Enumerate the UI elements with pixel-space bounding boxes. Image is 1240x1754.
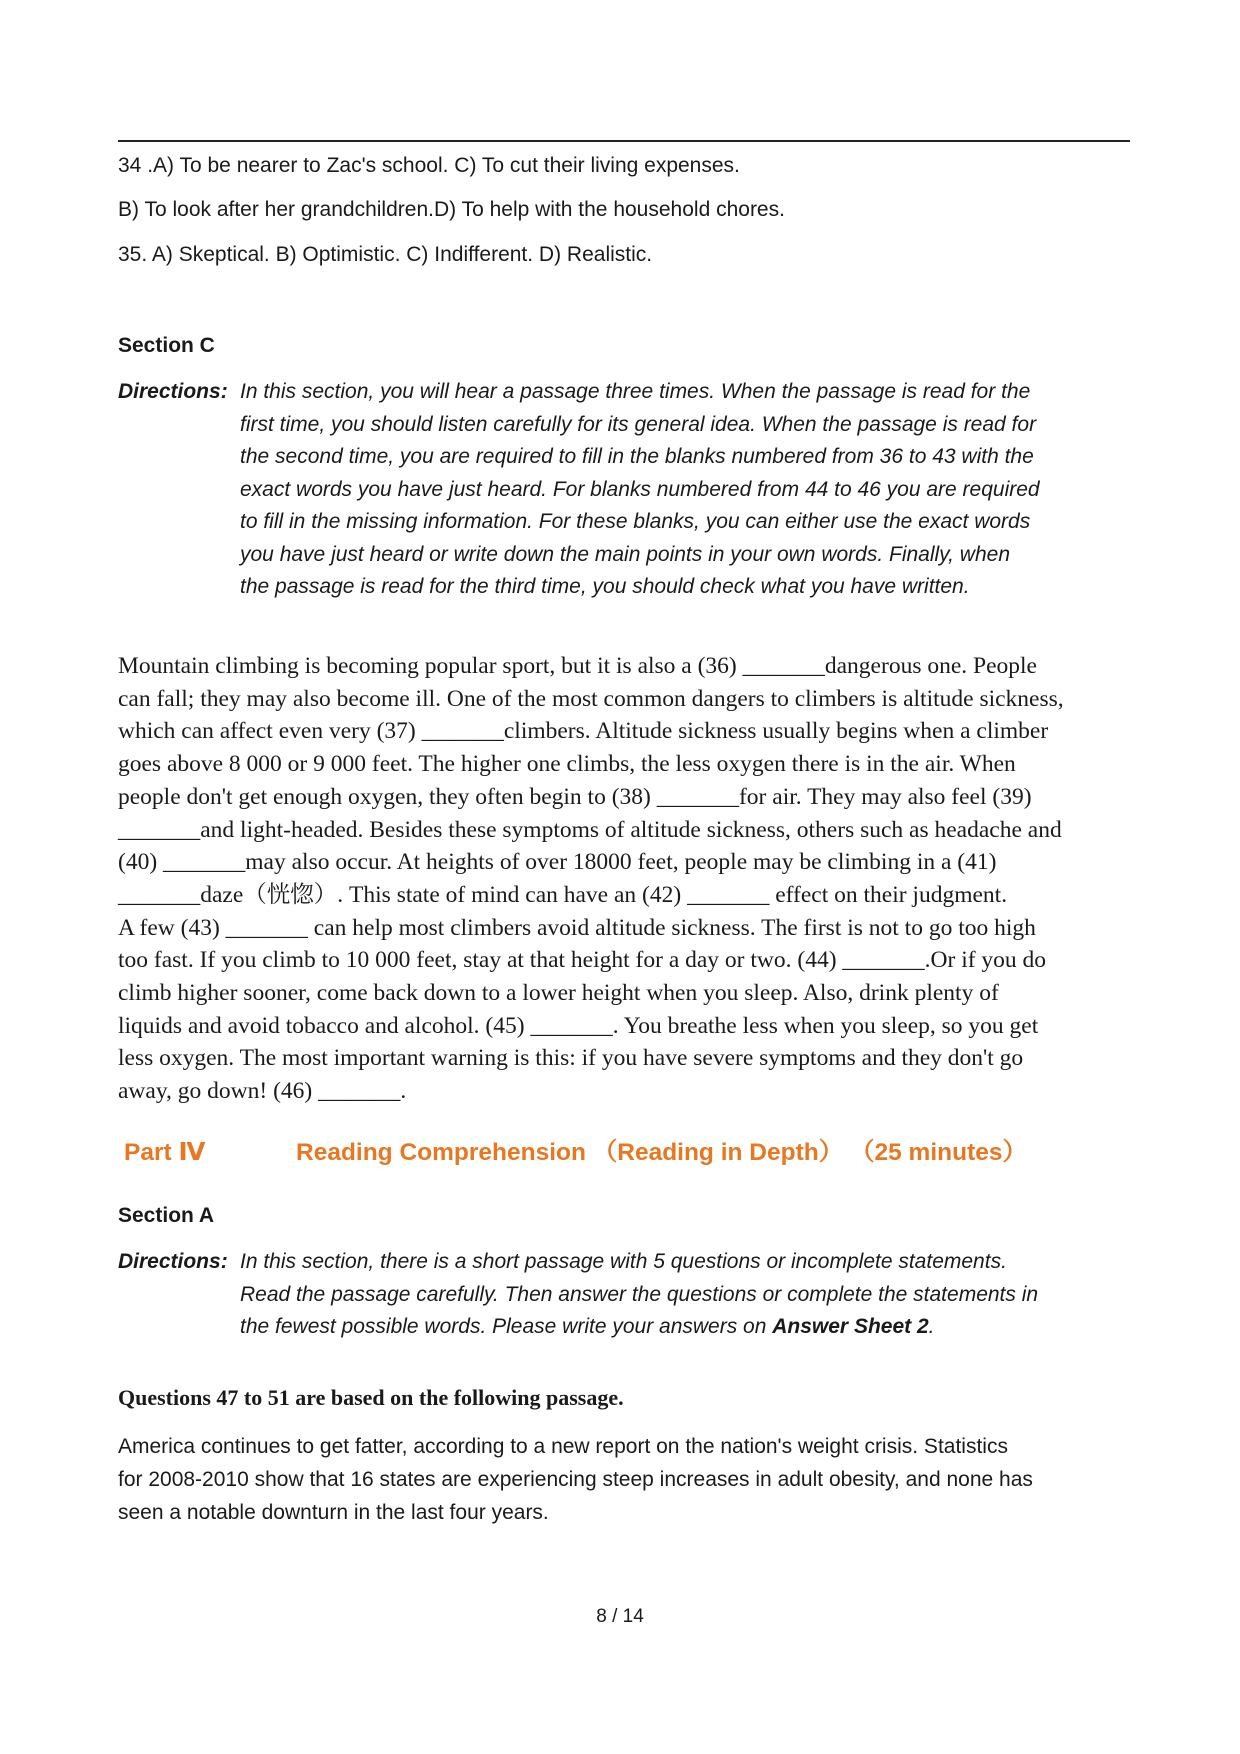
reading-line: for 2008-2010 show that 16 states are experiencing steep increases in adult obesity, and none has [118, 1468, 1033, 1491]
directions-line-last [240, 1311, 1130, 1344]
directions-line: you have just heard or write down the main points in your own words. Finally, when [240, 542, 1010, 566]
passage-line: which can affect even very (37) _______climbers. Altitude sickness usually begins when a climber [118, 718, 1049, 745]
directions-label: Directions: [118, 1250, 228, 1273]
directions-line: Read the passage carefully. Then answer the questions or complete the statements in [240, 1282, 1039, 1306]
passage-line: liquids and avoid tobacco and alcohol. (45) _______. You breathe less when you sleep, so you get [118, 1012, 1039, 1039]
option-line-34-bd: B) To look after her grandchildren.D) To help with the household chores. [118, 198, 785, 221]
directions-label: Directions: [118, 380, 228, 403]
questions-heading: Questions 47 to 51 are based on the following passage. [118, 1385, 624, 1410]
section-a-directions [118, 1246, 1130, 1346]
top-rule [118, 140, 1130, 142]
directions-line: first time, you should listen carefully for its general idea. When the passage is read for [240, 412, 1037, 436]
passage-line: _______and light-headed. Besides these symptoms of altitude sickness, others such as headache and [118, 816, 1062, 843]
reading-passage [118, 1430, 1138, 1529]
directions-line: exact words you have just heard. For blanks numbered from 44 to 46 you are required [240, 477, 1040, 501]
option-line-35: 35. A) Skeptical. B) Optimistic. C) Indifferent. D) Realistic. [118, 243, 653, 266]
passage-line: less oxygen. The most important warning is this: if you have severe symptoms and they don't go [118, 1045, 1024, 1072]
directions-line: the second time, you are required to fill in the blanks numbered from 36 to 43 with the [240, 445, 1034, 468]
passage-line: climb higher sooner, come back down to a lower height when you sleep. Also, drink plenty of [118, 980, 999, 1007]
directions-line: In this section, there is a short passage with 5 questions or incomplete statements. [240, 1250, 1007, 1273]
part-4-label: Part Ⅳ [124, 1139, 206, 1166]
passage-line: (40) _______may also occur. At heights of over 18000 feet, people may be climbing in a (41) [118, 849, 997, 876]
passage-line: Mountain climbing is becoming popular sport, but it is also a (36) _______dangerous one. People [118, 653, 1037, 679]
page-number: 8 / 14 [596, 1606, 644, 1627]
passage-line: too fast. If you climb to 10 000 feet, stay at that height for a day or two. (44) _______.Or if you do [118, 947, 1047, 974]
passage-line: away, go down! (46) _______. [118, 1078, 407, 1105]
directions-line: to fill in the missing information. For these blanks, you can either use the exact words [240, 510, 1031, 533]
directions-last-text: the fewest possible words. Please write your answers on [240, 1315, 773, 1338]
directions-line: In this section, you will hear a passage three times. When the passage is read for the [240, 380, 1031, 403]
directions-text [240, 1246, 1130, 1344]
option-line-34-ac: 34 .A) To be nearer to Zac's school. C) To cut their living expenses. [118, 154, 740, 177]
answer-sheet-reference: Answer Sheet 2 [772, 1315, 929, 1338]
section-c-directions [118, 376, 1130, 606]
directions-text [240, 376, 1130, 604]
reading-line: seen a notable downturn in the last four years. [118, 1501, 549, 1524]
part-4-title: Reading Comprehension （Reading in Depth） （25 minutes） [296, 1139, 1027, 1166]
passage-line: can fall; they may also become ill. One of the most common dangers to climbers is altitude sickness, [118, 685, 1064, 712]
passage-line: A few (43) _______ can help most climbers avoid altitude sickness. The first is not to go too high [118, 914, 1036, 941]
section-c-heading: Section C [118, 334, 215, 357]
directions-last-period: . [928, 1315, 935, 1338]
directions-line: the passage is read for the third time, you should check what you have written. [240, 575, 970, 598]
section-a-heading: Section A [118, 1204, 215, 1227]
passage-line: goes above 8 000 or 9 000 feet. The higher one climbs, the less oxygen there is in the air. When [118, 751, 1016, 778]
passage-line: _______daze（恍惚）. This state of mind can have an (42) _______ effect on their judgment. [118, 881, 1008, 908]
dictation-passage [118, 650, 1138, 1108]
passage-line: people don't get enough oxygen, they often begin to (38) _______for air. They may also feel (39) [118, 783, 1032, 810]
reading-line: America continues to get fatter, according to a new report on the nation's weight crisis. Statistics [118, 1435, 1008, 1458]
